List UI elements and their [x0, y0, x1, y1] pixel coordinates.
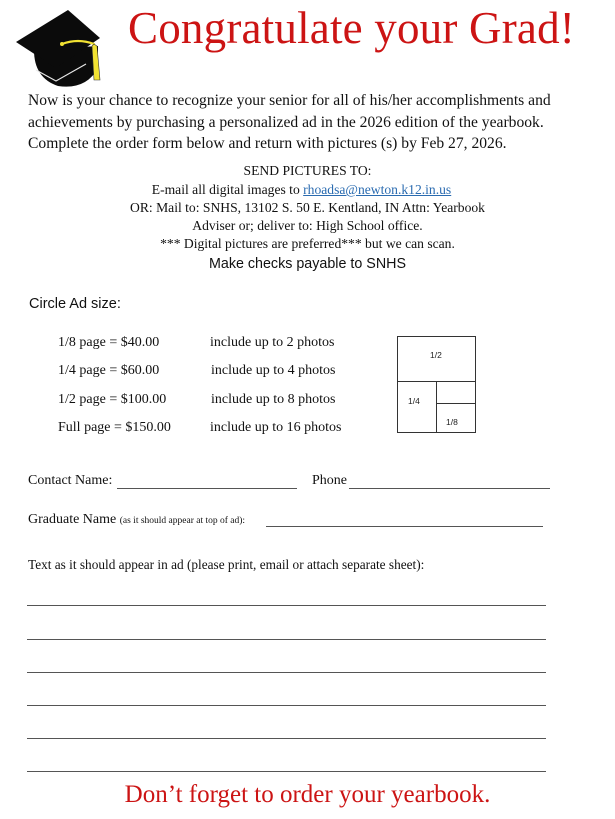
- ad-text-line-1[interactable]: [27, 605, 546, 606]
- mail-line: OR: Mail to: SNHS, 13102 S. 50 E. Kentland, IN Attn: Yearbook: [130, 200, 485, 215]
- ad-text-line-3[interactable]: [27, 672, 546, 673]
- email-prefix: E-mail all digital images to: [151, 182, 304, 197]
- deliver-line: Adviser or; deliver to: High School office.: [192, 218, 423, 233]
- email-line: [0, 182, 609, 198]
- email-link[interactable]: rhoadsa@newton.k12.in.us: [303, 182, 452, 197]
- intro-line: Now is your chance to recognize your senior for all of his/her accomplishments and: [28, 92, 551, 109]
- send-heading: SEND PICTURES TO:: [243, 163, 372, 178]
- digital-line: *** Digital pictures are preferred*** but we can scan.: [160, 236, 455, 251]
- ad-photos-eighth: include up to 2 photos: [210, 335, 335, 350]
- checks-line: Make checks payable to SNHS: [208, 256, 407, 272]
- ad-photos-half: include up to 8 photos: [211, 392, 336, 407]
- ad-size-label: Circle Ad size:: [29, 296, 121, 312]
- ad-photos-full: include up to 16 photos: [210, 420, 342, 435]
- ad-text-line-4[interactable]: [27, 705, 546, 706]
- graduate-name-field[interactable]: [266, 526, 543, 527]
- ad-text-line-6[interactable]: [27, 771, 546, 772]
- ad-text-line-5[interactable]: [27, 738, 546, 739]
- ad-size-option-quarter[interactable]: 1/4 page = $60.00: [58, 363, 160, 378]
- diagram-divider: [436, 403, 475, 404]
- graduate-name-text: Graduate Name: [28, 512, 117, 527]
- footer-reminder: Don’t forget to order your yearbook.: [124, 781, 491, 808]
- ad-photos-quarter: include up to 4 photos: [211, 363, 336, 378]
- diagram-divider: [436, 381, 437, 432]
- ad-size-option-eighth[interactable]: 1/8 page = $40.00: [58, 335, 160, 350]
- diagram-label-quarter: 1/4: [408, 396, 420, 406]
- page-title: Congratulate your Grad!: [128, 3, 575, 53]
- diagram-label-eighth: 1/8: [446, 417, 458, 427]
- ad-size-option-full[interactable]: Full page = $150.00: [58, 420, 171, 435]
- contact-name-field[interactable]: [117, 488, 297, 489]
- contact-name-label: Contact Name:: [28, 473, 113, 488]
- phone-label: Phone: [312, 473, 347, 488]
- graduate-name-label: [28, 512, 245, 528]
- intro-line: Complete the order form below and return with pictures (s) by Feb 27, 2026.: [28, 135, 507, 152]
- ad-text-line-2[interactable]: [27, 639, 546, 640]
- intro-line: achievements by purchasing a personalized ad in the 2026 edition of the yearbook.: [28, 113, 544, 131]
- phone-field[interactable]: [349, 488, 550, 489]
- intro-paragraph: [28, 90, 613, 155]
- diagram-label-half: 1/2: [430, 350, 442, 360]
- ad-size-diagram: [397, 336, 476, 433]
- graduate-name-note: (as it should appear at top of ad):: [119, 516, 246, 526]
- ad-size-option-half[interactable]: 1/2 page = $100.00: [58, 392, 167, 407]
- graduation-cap-icon: [12, 6, 112, 90]
- ad-text-label: Text as it should appear in ad (please print, email or attach separate sheet):: [28, 557, 425, 572]
